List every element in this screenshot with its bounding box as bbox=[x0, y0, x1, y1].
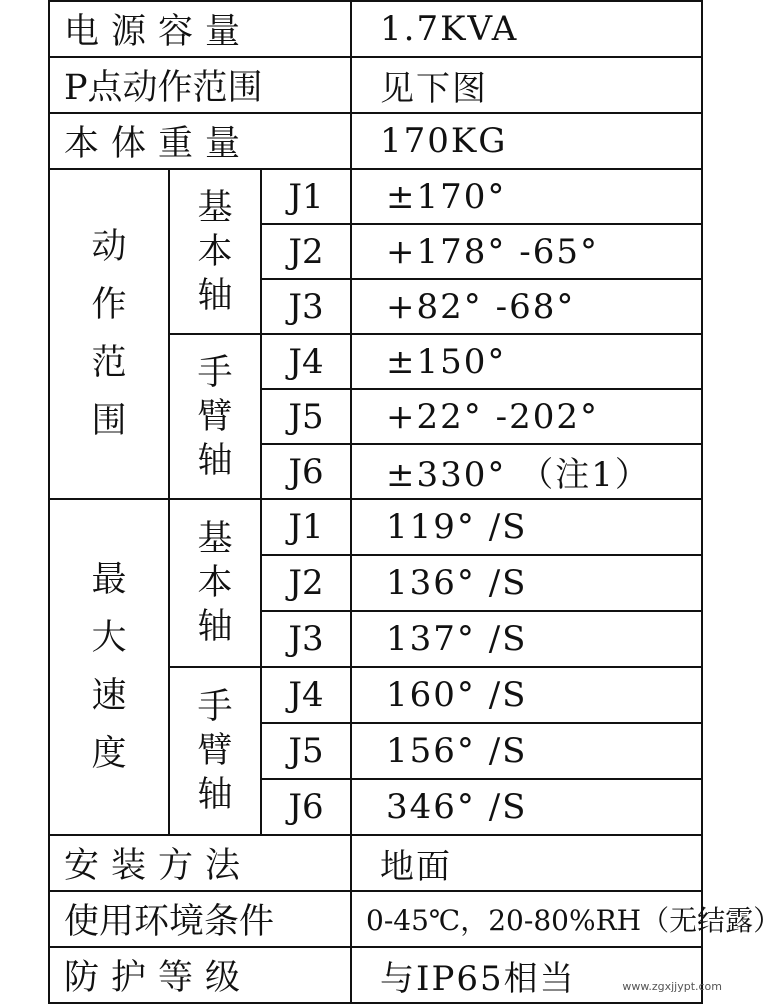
joint-name: J1 bbox=[261, 499, 351, 555]
subgroup-label-arm-axis bbox=[169, 667, 261, 835]
subgroup-label-arm-axis bbox=[169, 334, 261, 499]
vertical-label: 最 大 速 度 bbox=[91, 560, 127, 774]
row-body-weight bbox=[49, 113, 702, 169]
joint-value: 119° /S bbox=[351, 499, 702, 555]
spec-table bbox=[48, 0, 781, 1004]
joint-value: 137° /S bbox=[351, 611, 702, 667]
joint-value: ±170° bbox=[351, 169, 702, 224]
joint-value: +82° -68° bbox=[351, 279, 702, 334]
joint-name: J1 bbox=[261, 169, 351, 224]
joint-name: J6 bbox=[261, 779, 351, 835]
joint-value: 346° /S bbox=[351, 779, 702, 835]
joint-value: +178° -65° bbox=[351, 224, 702, 279]
vertical-label: 手 臂 轴 bbox=[197, 687, 233, 815]
vertical-label: 手 臂 轴 bbox=[197, 352, 233, 481]
value-power-capacity: 1.7KVA bbox=[351, 1, 702, 57]
row-p-point-range bbox=[49, 57, 702, 113]
label-power-capacity: 电源容量 bbox=[49, 1, 351, 57]
watermark-text: www.zgxjjypt.com bbox=[622, 980, 722, 993]
joint-name: J5 bbox=[261, 723, 351, 779]
label-protection-rating: 防护等级 bbox=[49, 947, 351, 1003]
value-environment: 0-45℃，20-80%RH（无结露） bbox=[351, 891, 702, 947]
subgroup-label-base-axis bbox=[169, 169, 261, 334]
joint-name: J4 bbox=[261, 334, 351, 389]
joint-value: 160° /S bbox=[351, 667, 702, 723]
joint-value: ±150° bbox=[351, 334, 702, 389]
joint-name: J3 bbox=[261, 611, 351, 667]
value-body-weight: 170KG bbox=[351, 113, 702, 169]
label-environment: 使用环境条件 bbox=[49, 891, 351, 947]
joint-name: J2 bbox=[261, 555, 351, 611]
value-installation-method: 地面 bbox=[351, 835, 702, 891]
joint-name: J5 bbox=[261, 389, 351, 444]
row-installation-method bbox=[49, 835, 702, 891]
group-label-motion-range bbox=[49, 169, 169, 499]
joint-value: ±330° （注1） bbox=[351, 444, 702, 499]
vertical-label: 动 作 范 围 bbox=[91, 227, 127, 441]
row-protection-rating bbox=[49, 947, 702, 1003]
joint-value: 136° /S bbox=[351, 555, 702, 611]
joint-name: J2 bbox=[261, 224, 351, 279]
label-p-point-range: P点动作范围 bbox=[49, 57, 351, 113]
joint-value: +22° -202° bbox=[351, 389, 702, 444]
vertical-label: 基 本 轴 bbox=[197, 519, 233, 647]
vertical-label: 基 本 轴 bbox=[197, 187, 233, 316]
value-protection-rating: 与IP65相当 bbox=[351, 947, 702, 1003]
group-label-max-speed bbox=[49, 499, 169, 835]
joint-name: J6 bbox=[261, 444, 351, 499]
table-row bbox=[49, 169, 702, 224]
joint-name: J4 bbox=[261, 667, 351, 723]
table-row bbox=[49, 499, 702, 555]
value-p-point-range: 见下图 bbox=[351, 57, 702, 113]
subgroup-label-base-axis bbox=[169, 499, 261, 667]
row-environment bbox=[49, 891, 702, 947]
label-installation-method: 安装方法 bbox=[49, 835, 351, 891]
joint-value: 156° /S bbox=[351, 723, 702, 779]
joint-name: J3 bbox=[261, 279, 351, 334]
row-power-capacity bbox=[49, 1, 702, 57]
label-body-weight: 本体重量 bbox=[49, 113, 351, 169]
